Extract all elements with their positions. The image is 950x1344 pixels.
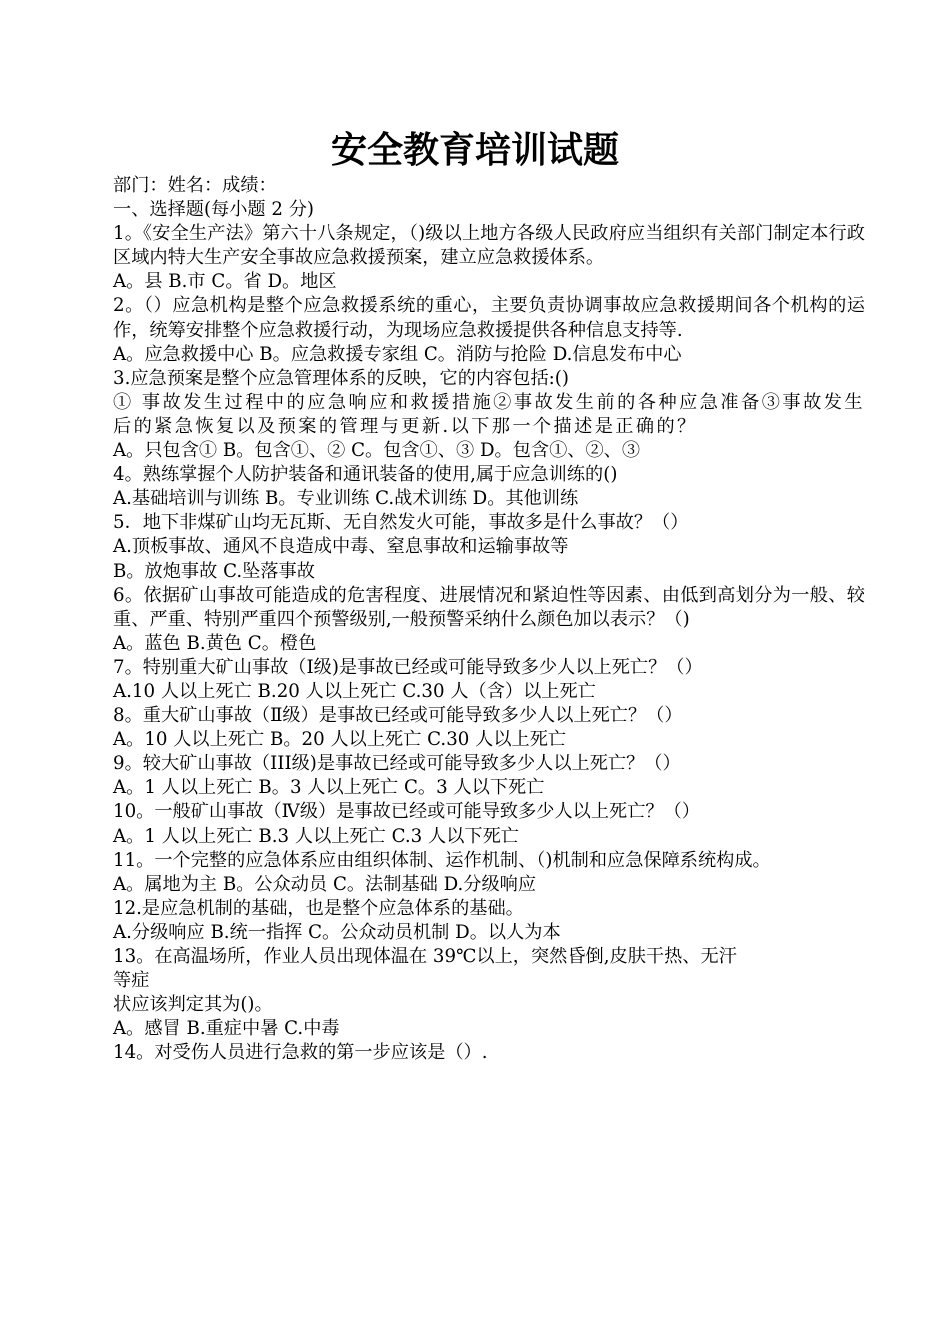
answer-options: A。1 人以上死亡 B.3 人以上死亡 C.3 人以下死亡 xyxy=(113,825,519,847)
answer-options: A。县 B.市 C。省 D。地区 xyxy=(113,271,337,293)
answer-options: A.分级响应 B.统一指挥 C。公众动员机制 D。以人为本 xyxy=(113,921,561,943)
question-line: 13。在高温场所，作业人员出现体温在 39℃以上，突然昏倒,皮肤干热、无汗 xyxy=(113,946,737,967)
question-line: 11。一个完整的应急体系应由组织体制、运作机制、（)机制和应急保障系统构成。 xyxy=(113,849,771,871)
answer-options: A。只包含① B。包含①、② C。包含①、③ D。包含①、②、③ xyxy=(113,440,641,462)
answer-options: A。蓝色 B.黄色 C。橙色 xyxy=(113,632,317,654)
question-line: 9。较大矿山事故（III级)是事故已经或可能导致多少人以上死亡？（） xyxy=(113,753,681,775)
answer-options: B。放炮事故 C.坠落事故 xyxy=(113,560,315,582)
question-line: 等症 xyxy=(113,970,150,992)
question-line: 3.应急预案是整个应急管理体系的反映，它的内容包括:() xyxy=(113,367,569,389)
answer-options: A.10 人以上死亡 B.20 人以上死亡 C.30 人（含）以上死亡 xyxy=(113,680,596,702)
question-line: 7。特别重大矿山事故（Ⅰ级)是事故已经或可能导致多少人以上死亡？（） xyxy=(113,656,703,678)
question-line: ① 事故发生过程中的应急响应和救援措施②事故发生前的各种应急准备③事故发生后的紧急恢复以及预案的管理与更新.以下那一个描述是正确的？ xyxy=(113,391,865,437)
question-line: 4。熟练掌握个人防护装备和通讯装备的使用,属于应急训练的() xyxy=(113,464,618,486)
answer-options: A.顶板事故、通风不良造成中毒、窒息事故和运输事故等 xyxy=(113,536,569,558)
question-line: 2。（）应急机构是整个应急救援系统的重心，主要负责协调事故应急救援期间各个机构的运作，统筹安排整个应急救援行动，为现场应急救援提供各种信息支持等. xyxy=(113,295,865,341)
answer-options: A。1 人以上死亡 B。3 人以上死亡 C。3 人以下死亡 xyxy=(113,777,545,799)
question-list xyxy=(113,222,865,1065)
answer-options: A.基础培训与训练 B。专业训练 C.战术训练 D。其他训练 xyxy=(113,488,579,510)
question-line: 12.是应急机制的基础，也是整个应急体系的基础。 xyxy=(113,897,524,919)
answer-options: A。感冒 B.重症中暑 C.中毒 xyxy=(113,1018,340,1040)
question-line: 10。一般矿山事故（Ⅳ级）是事故已经或可能导致多少人以上死亡？（） xyxy=(113,801,700,823)
answer-options: A。10 人以上死亡 B。20 人以上死亡 C.30 人以上死亡 xyxy=(113,729,567,751)
answer-options: A。属地为主 B。公众动员 C。法制基础 D.分级响应 xyxy=(113,873,537,895)
header-fields: 部门：姓名：成绩： xyxy=(113,175,277,196)
question-line: 6。依据矿山事故可能造成的危害程度、进展情况和紧迫性等因素、由低到高划分为一般、较重、严重、特别严重四个预警级别,一般预警采纳什么颜色加以表示？（) xyxy=(113,584,865,630)
question-line: 状应该判定其为()。 xyxy=(113,994,273,1016)
section-heading: 一、选择题(每小题 2 分) xyxy=(113,199,315,221)
question-line: 8。重大矿山事故（Ⅱ级）是事故已经或可能导致多少人以上死亡？（） xyxy=(113,705,683,727)
question-line: 5．地下非煤矿山均无瓦斯、无自然发火可能，事故多是什么事故？（） xyxy=(113,512,689,534)
document-title: 安全教育培训试题 xyxy=(330,129,619,171)
question-line: 1。《安全生产法》第六十八条规定，（)级以上地方各级人民政府应当组织有关部门制定本行政区域内特大生产安全事故应急救援预案，建立应急救援体系。 xyxy=(113,223,865,269)
question-line: 14。对受伤人员进行急救的第一步应该是（）. xyxy=(113,1042,488,1064)
document-body xyxy=(113,174,865,1065)
answer-options: A。应急救援中心 B。应急救援专家组 C。消防与抢险 D.信息发布中心 xyxy=(113,343,682,365)
